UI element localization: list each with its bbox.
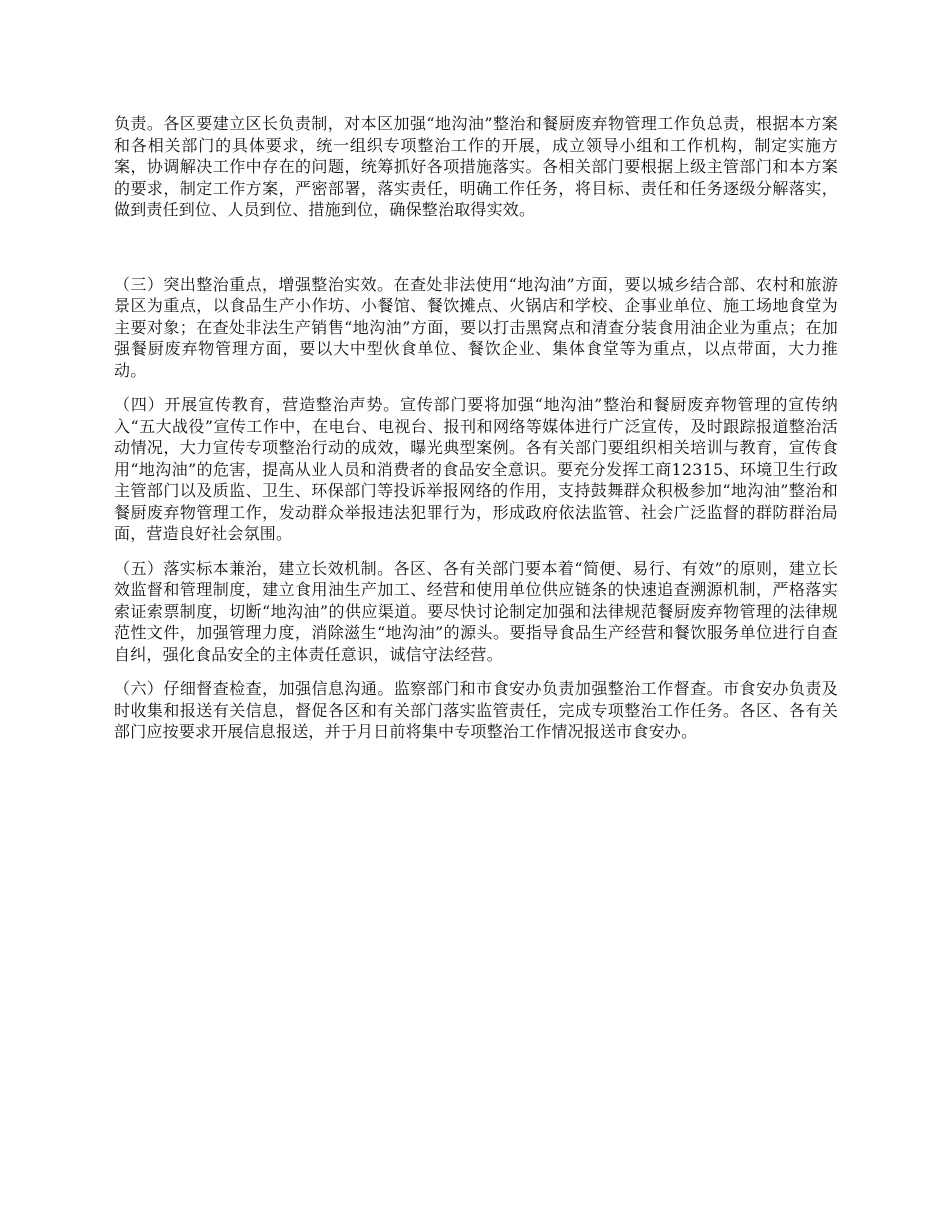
document-body bbox=[114, 113, 838, 743]
paragraph-section-6: （六）仔细督查检查，加强信息沟通。监察部门和市食安办负责加强整治工作督查。市食安办负责及时收集和报送有关信息，督促各区和有关部门落实监管责任，完成专项整治工作任务。各区、各有关部门应按要求开展信息报送，并于月日前将集中专项整治工作情况报送市食安办。 bbox=[114, 679, 838, 741]
paragraph-section-4: （四）开展宣传教育，营造整治声势。宣传部门要将加强“地沟油”整治和餐厨废弃物管理的宣传纳入“五大战役”宣传工作中，在电台、电视台、报刊和网络等媒体进行广泛宣传，及时跟踪报道整治活动情况，大力宣传专项整治行动的成效，曝光典型案例。各有关部门要组织相关培训与教育，宣传食用“地沟油”的危害，提高从业人员和消费者的食品安全意识。要充分发挥工商12315、环境卫生行政主管部门以及质监、卫生、环保部门等投诉举报网络的作用，支持鼓舞群众积极参加“地沟油”整治和餐厨废弃物管理工作，发动群众举报违法犯罪行为，形成政府依法监管、社会广泛监督的群防群治局面，营造良好社会氛围。 bbox=[114, 395, 838, 543]
paragraph-responsibility: 负责。各区要建立区长负责制，对本区加强“地沟油”整治和餐厨废弃物管理工作负总责，根据本方案和各相关部门的具体要求，统一组织专项整治工作的开展，成立领导小组和工作机构，制定实施方案，协调解决工作中存在的问题，统筹抓好各项措施落实。各相关部门要根据上级主管部门和本方案的要求，制定工作方案，严密部署，落实责任，明确工作任务，将目标、责任和任务逐级分解落实，做到责任到位、人员到位、措施到位，确保整治取得实效。 bbox=[114, 114, 838, 219]
paragraph-section-5: （五）落实标本兼治，建立长效机制。各区、各有关部门要本着“简便、易行、有效”的原则，建立长效监督和管理制度，建立食用油生产加工、经营和使用单位供应链条的快速追查溯源机制，严格落实索证索票制度，切断“地沟油”的供应渠道。要尽快讨论制定加强和法律规范餐厨废弃物管理的法律规范性文件，加强管理力度，消除滋生“地沟油”的源头。要指导食品生产经营和餐饮服务单位进行自查自纠，强化食品安全的主体责任意识，诚信守法经营。 bbox=[114, 558, 838, 664]
paragraph-section-3: （三）突出整治重点，增强整治实效。在查处非法使用“地沟油”方面，要以城乡结合部、农村和旅游景区为重点，以食品生产小作坊、小餐馆、餐饮摊点、火锅店和学校、企事业单位、施工场地食堂为主要对象；在查处非法生产销售“地沟油”方面，要以打击黑窝点和清查分装食用油企业为重点；在加强餐厨废弃物管理方面，要以大中型伙食单位、餐饮企业、集体食堂等为重点，以点带面，大力推动。 bbox=[114, 274, 838, 380]
